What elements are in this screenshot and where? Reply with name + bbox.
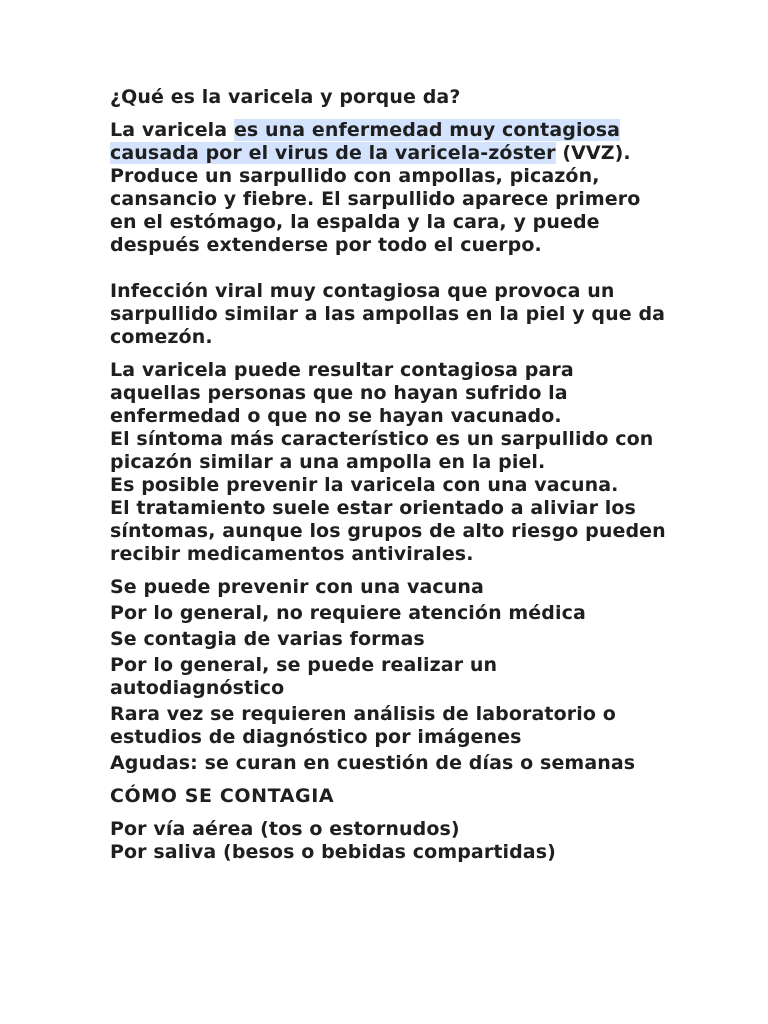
intro-text-end: (VVZ). Produce un sarpullido con ampollas, picazón, cansancio y fiebre. El sarpullido aparece primero en el estómago, la espalda y la cara, y puede después extenderse por todo el cuerpo. — [110, 142, 641, 256]
details-line: El síntoma más característico es un sarpullido con picazón similar a una ampolla en la piel. — [110, 428, 654, 473]
document-body — [110, 86, 670, 864]
document-title: ¿Qué es la varicela y porque da? — [110, 86, 461, 108]
paragraph-spacer — [110, 349, 670, 359]
intro-paragraph — [110, 119, 670, 257]
definition-paragraph: Infección viral muy contagiosa que provoca un sarpullido similar a las ampollas en la piel y que da comezón. — [110, 280, 666, 348]
fact-item: Se puede prevenir con una vacuna — [110, 576, 484, 598]
fact-item: Agudas: se curan en cuestión de días o semanas — [110, 752, 636, 774]
highlighted-text[interactable]: es una enfermedad muy contagiosa causada por el virus de la varicela-zóster — [110, 119, 621, 164]
intro-text-start: La varicela — [110, 119, 234, 141]
paragraph-spacer — [110, 808, 670, 818]
paragraph-spacer — [110, 775, 670, 785]
details-line: La varicela puede resultar contagiosa para aquellas personas que no hayan sufrido la enfermedad o que no se hayan vacunado. — [110, 359, 574, 427]
details-line: Es posible prevenir la varicela con una vacuna. — [110, 474, 619, 496]
paragraph-spacer — [110, 566, 670, 576]
contagion-item: Por vía aérea (tos o estornudos) — [110, 818, 460, 840]
contagion-item: Por saliva (besos o bebidas compartidas) — [110, 841, 556, 863]
fact-item: Rara vez se requieren análisis de laboratorio o estudios de diagnóstico por imágenes — [110, 703, 616, 748]
blank-line — [110, 257, 670, 280]
fact-item: Se contagia de varias formas — [110, 628, 425, 650]
fact-item: Por lo general, se puede realizar un autodiagnóstico — [110, 654, 498, 699]
contagion-heading: CÓMO SE CONTAGIA — [110, 785, 335, 807]
fact-item: Por lo general, no requiere atención médica — [110, 602, 586, 624]
details-line: El tratamiento suele estar orientado a aliviar los síntomas, aunque los grupos de alto riesgo pueden recibir medicamentos antivirales. — [110, 497, 666, 565]
